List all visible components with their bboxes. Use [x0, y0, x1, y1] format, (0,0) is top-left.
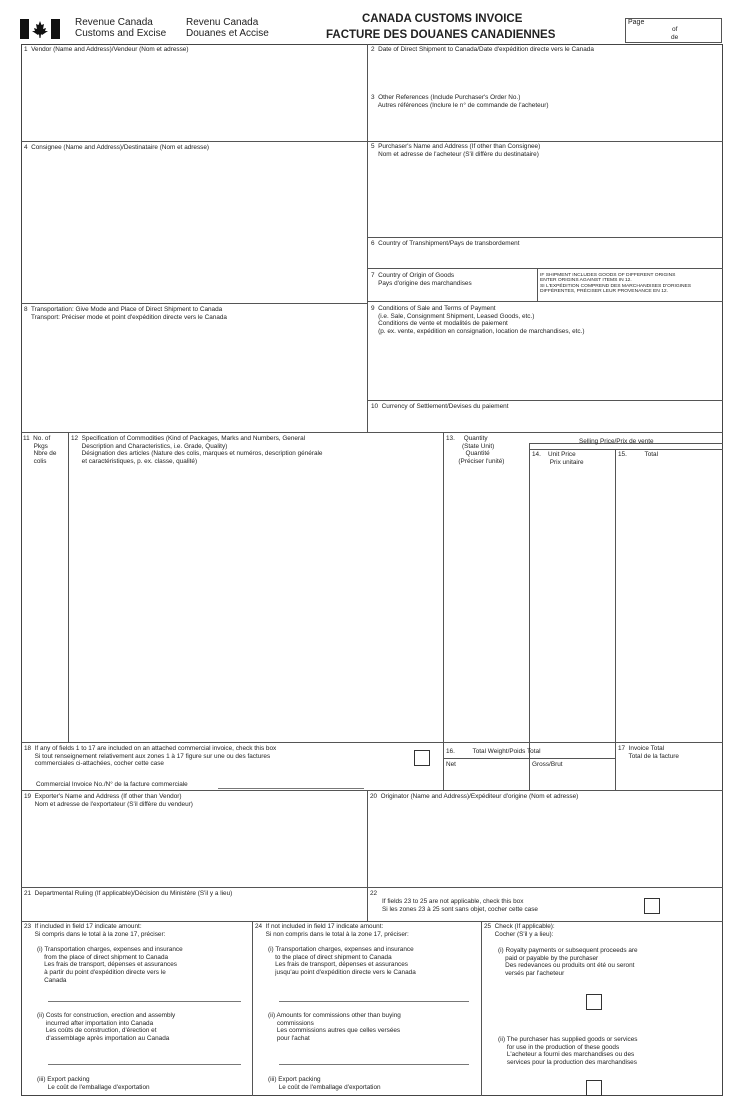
field-13-quantity-label: 13. Quantity (State Unit) Quantité (Préciser l'unité): [446, 435, 505, 466]
field-12-specification-label: 12 Specification of Commodities (Kind of Packages, Marks and Numbers, General Description and Characteristics, i.e. Grade, Quality) Désignation des articles (Nature des colis, marques et numéros, description générale et caractéristiques, p. ex. classe, qualité): [71, 435, 323, 466]
field-5-purchaser-input[interactable]: [368, 160, 722, 236]
agency-fr-line2: Douanes et Accise: [186, 28, 269, 39]
field-24-ii-commissions-label: (ii) Amounts for commissions other than buying commissions Les commissions autres que celles versées pour l'achat: [268, 1012, 401, 1043]
field-2-date-input[interactable]: [368, 55, 722, 91]
field-18-attached-invoice-label: 18 If any of fields 1 to 17 are included on an attached commercial invoice, check this box Si tout renseignement relativement aux zones 1 à 17 figure sur une ou des factures commerciales ci-attachées, cocher cette case: [24, 745, 277, 768]
field-17-invoice-total-label: 17 Invoice Total Total de la facture: [618, 745, 679, 760]
field-10-currency-input[interactable]: [368, 412, 722, 431]
agency-fr-line1: Revenu Canada: [186, 17, 259, 28]
field-21-ruling-label: 21 Departmental Ruling (If applicable)/Décision du Ministère (S'il y a lieu): [24, 890, 233, 897]
field-3-references-label: 3 Other References (Include Purchaser's Order No.) Autres références (Inclure le n° de commande de l'acheteur): [371, 94, 549, 109]
field-2-date-label: 2 Date of Direct Shipment to Canada/Date d'expédition directe vers le Canada: [371, 46, 594, 53]
field-25-i-checkbox[interactable]: [586, 994, 602, 1010]
field-10-currency-label: 10 Currency of Settlement/Devises du paiement: [371, 403, 509, 410]
form-title-en: CANADA CUSTOMS INVOICE: [362, 13, 523, 25]
field-16-net-label: Net: [446, 761, 456, 768]
field-24-ii-amount-line[interactable]: [279, 1064, 469, 1065]
field-1-vendor-input[interactable]: [22, 55, 366, 140]
field-23-ii-amount-line[interactable]: [48, 1064, 241, 1065]
field-18-checkbox[interactable]: [414, 750, 430, 766]
field-13-quantity-input[interactable]: [444, 470, 528, 741]
page-of-fr: de: [671, 34, 679, 41]
field-12-specification-input[interactable]: [69, 470, 442, 741]
field-11-packages-input[interactable]: [22, 470, 67, 741]
field-25-ii-checkbox[interactable]: [586, 1080, 602, 1096]
field-24-i-transport-label: (i) Transportation charges, expenses and insurance to the place of direct shipment to Canada Les frais de transport, dépenses et assurances jusqu'au point d'expédition directe vers le Canada: [268, 946, 416, 977]
field-22-number: 22: [370, 890, 378, 897]
field-14-unit-price-label: 14. Unit Price Prix unitaire: [532, 451, 584, 466]
field-23-i-transport-label: (i) Transportation charges, expenses and insurance from the place of direct shipment to Canada Les frais de transport, dépenses et assurances à partir du point d'expédition directe vers le Canada: [37, 946, 183, 984]
field-8-transportation-label: 8 Transportation: Give Mode and Place of Direct Shipment to Canada Transport: Préciser mode et point d'expédition directe vers le Canada: [24, 306, 227, 321]
field-16-gross-label: Gross/Brut: [532, 761, 563, 768]
field-20-originator-label: 20 Originator (Name and Address)/Expéditeur d'origine (Nom et adresse): [370, 793, 579, 800]
agency-en-line2: Customs and Excise: [75, 28, 167, 39]
field-20-originator-input[interactable]: [368, 803, 722, 886]
field-3-references-input[interactable]: [368, 112, 722, 140]
field-23-iii-packing-label: (iii) Export packing Le coût de l'emballage d'exportation: [37, 1076, 150, 1091]
field-6-transhipment-label: 6 Country of Transhipment/Pays de transbordement: [371, 240, 520, 247]
field-18-invoice-number-label: Commercial Invoice No./N° de la facture commerciale: [36, 781, 188, 788]
field-25-i-royalty-label: (i) Royalty payments or subsequent proceeds are paid or payable by the purchaser Des redevances ou produits ont été ou seront versés par l'acheteur: [498, 947, 638, 978]
canada-flag-logo: [20, 19, 60, 39]
page-label: Page: [628, 19, 645, 26]
field-7-origin-label: 7 Country of Origin of Goods Pays d'origine des marchandises: [371, 272, 472, 287]
field-4-consignee-label: 4 Consignee (Name and Address)/Destinataire (Nom et adresse): [24, 144, 210, 151]
field-15-total-label: 15. Total: [618, 451, 659, 458]
field-24-iii-packing-label: (iii) Export packing Le coût de l'emballage d'exportation: [268, 1076, 381, 1091]
field-19-exporter-label: 19 Exporter's Name and Address (If other than Vendor) Nom et adresse de l'exportateur (S'il diffère du vendeur): [24, 793, 193, 808]
field-15-total-input[interactable]: [616, 468, 722, 741]
field-17-invoice-total-input[interactable]: [616, 762, 722, 789]
field-5-purchaser-label: 5 Purchaser's Name and Address (If other than Consignee) Nom et adresse de l'acheteur (S'il diffère du destinataire): [371, 143, 541, 158]
field-24-i-amount-line[interactable]: [279, 1001, 469, 1002]
field-9-conditions-label: 9 Conditions of Sale and Terms of Payment (i.e. Sale, Consignment Shipment, Leased Goods, etc.) Conditions de vente et modalités de paiement (p. ex. vente, expédition en consignation, location de marchandises, etc.): [371, 305, 585, 336]
field-19-exporter-input[interactable]: [22, 810, 366, 886]
field-23-included-label: 23 If included in field 17 indicate amount: Si compris dans le total à la zone 17, préciser:: [24, 923, 166, 938]
field-22-checkbox[interactable]: [644, 898, 660, 914]
field-1-vendor-label: 1 Vendor (Name and Address)/Vendeur (Nom et adresse): [24, 46, 189, 53]
field-11-packages-label: 11 No. of Pkgs Nbre de colis: [23, 435, 57, 466]
field-7-origin-note: IF SHIPMENT INCLUDES GOODS OF DIFFERENT ORIGINS ENTER ORIGINS AGAINST ITEMS IN 12. SI L'EXPÉDITION COMPREND DES MARCHANDISES D'ORIGINES DIFFÉRENTES, PRÉCISER LEUR PROVENANCE EN 12.: [540, 273, 692, 295]
field-9-conditions-input[interactable]: [368, 340, 722, 399]
agency-en-line1: Revenue Canada: [75, 17, 153, 28]
field-4-consignee-input[interactable]: [22, 153, 366, 302]
field-18-invoice-number-line[interactable]: [218, 788, 364, 789]
field-23-i-amount-line[interactable]: [48, 1001, 241, 1002]
field-8-transportation-input[interactable]: [22, 324, 366, 431]
selling-price-header: Selling Price/Prix de vente: [579, 438, 654, 445]
field-23-ii-construction-label: (ii) Costs for construction, erection and assembly incurred after importation into Canada Les coûts de construction, d'érection et d'assemblage après importation au Canada: [37, 1012, 176, 1043]
page-of-en: of: [672, 26, 678, 33]
field-24-not-included-label: 24 If not included in field 17 indicate amount: Si non compris dans le total à la zone 17, préciser:: [255, 923, 409, 938]
field-25-check-label: 25 Check (If applicable): Cocher (S'il y a lieu):: [484, 923, 555, 938]
field-6-transhipment-input[interactable]: [368, 249, 722, 267]
field-14-unit-price-input[interactable]: [530, 468, 614, 741]
field-22-not-applicable-label: If fields 23 to 25 are not applicable, check this box Si les zones 23 à 25 sont sans objet, cocher cette case: [382, 898, 538, 913]
field-16-weight-label: 16. Total Weight/Poids Total: [446, 748, 541, 755]
field-25-ii-goods-supplied-label: (ii) The purchaser has supplied goods or services for use in the production of these goods L'acheteur a fourni des marchandises ou des services pour la production des marchandises: [498, 1036, 638, 1067]
form-title-fr: FACTURE DES DOUANES CANADIENNES: [326, 29, 556, 41]
field-21-ruling-input[interactable]: [22, 899, 366, 920]
